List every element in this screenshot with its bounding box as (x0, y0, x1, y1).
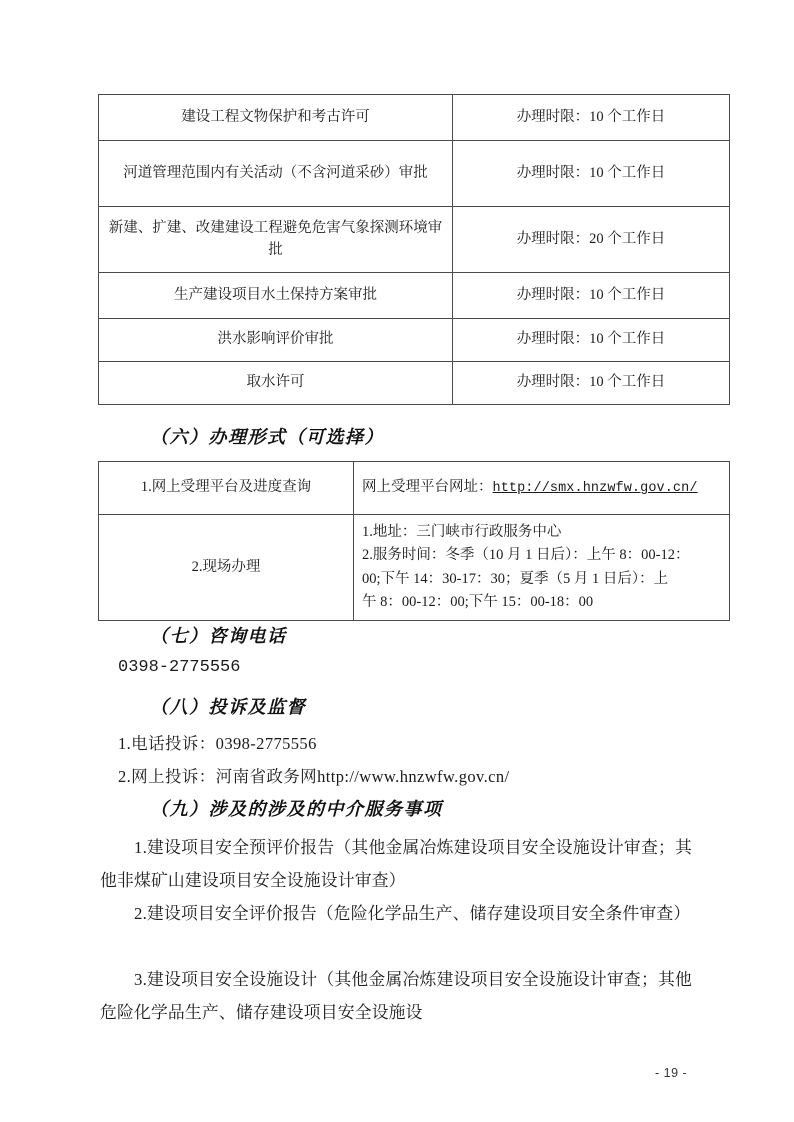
channel-label: 1.网上受理平台及进度查询 (99, 462, 354, 515)
section-heading-six: （六）办理形式（可选择） (150, 427, 384, 447)
section-heading-seven: （七）咨询电话 (150, 626, 287, 646)
approval-time-limit: 办理时限：10 个工作日 (453, 273, 730, 319)
complaint-item-online: 2.网上投诉：河南省政务网http://www.hnzwfw.gov.cn/ (118, 767, 510, 786)
approval-item-name: 生产建设项目水土保持方案审批 (99, 273, 453, 319)
online-platform-url-link[interactable]: http://smx.hnzwfw.gov.cn/ (492, 481, 698, 497)
onsite-hours-line: 午 8：00-12：00;下午 15：00-18：00 (362, 593, 594, 610)
table-row (99, 515, 730, 621)
intermediary-service-item-3: 3.建设项目安全设施设计（其他金属冶炼建设项目安全设施设计审查；其他危险化学品生产、储存建设项目安全设施设 (100, 970, 692, 1022)
approval-time-limit: 办理时限：20 个工作日 (453, 207, 730, 273)
onsite-hours-line: 00;下午 14：30-17：30；夏季（5 月 1 日后）：上 (362, 570, 669, 587)
table-row (99, 362, 730, 405)
intermediary-service-item-1: 1.建设项目安全预评价报告（其他金属冶炼建设项目安全设施设计审查；其他非煤矿山建设项目安全设施设计审查） (100, 838, 692, 890)
approval-item-name: 河道管理范围内有关活动（不含河道采砂）审批 (99, 141, 453, 207)
approval-deadline-table (98, 94, 730, 405)
consultation-phone: 0398-2775556 (118, 658, 241, 677)
onsite-hours-line: 2.服务时间：冬季（10 月 1 日后）：上午 8：00-12： (362, 547, 690, 564)
onsite-address-line: 1.地址：三门峡市行政服务中心 (362, 523, 562, 540)
approval-item-name: 新建、扩建、改建建设工程避免危害气象探测环境审批 (99, 207, 453, 273)
approval-item-name: 取水许可 (99, 362, 453, 405)
table-row (99, 319, 730, 362)
channel-label: 2.现场办理 (99, 515, 354, 621)
table-row (99, 207, 730, 273)
channel-value (354, 462, 730, 515)
table-row (99, 462, 730, 515)
section-heading-eight: （八）投诉及监督 (150, 697, 306, 717)
approval-time-limit: 办理时限：10 个工作日 (453, 319, 730, 362)
online-platform-url-prefix: 网上受理平台网址： (362, 479, 493, 496)
approval-item-name: 洪水影响评价审批 (99, 319, 453, 362)
approval-time-limit: 办理时限：10 个工作日 (453, 141, 730, 207)
page-number: - 19 - (655, 1066, 688, 1080)
table-row (99, 141, 730, 207)
approval-time-limit: 办理时限：10 个工作日 (453, 362, 730, 405)
approval-item-name: 建设工程文物保护和考古许可 (99, 95, 453, 141)
section-heading-nine: （九）涉及的涉及的中介服务事项 (150, 799, 443, 819)
intermediary-service-item-2: 2.建设项目安全评价报告（危险化学品生产、储存建设项目安全条件审查） (134, 904, 691, 923)
table-row (99, 273, 730, 319)
complaint-item-phone: 1.电话投诉：0398-2775556 (118, 734, 317, 753)
approval-time-limit: 办理时限：10 个工作日 (453, 95, 730, 141)
channel-value (354, 515, 730, 621)
table-row (99, 95, 730, 141)
handling-channel-table (98, 461, 730, 621)
